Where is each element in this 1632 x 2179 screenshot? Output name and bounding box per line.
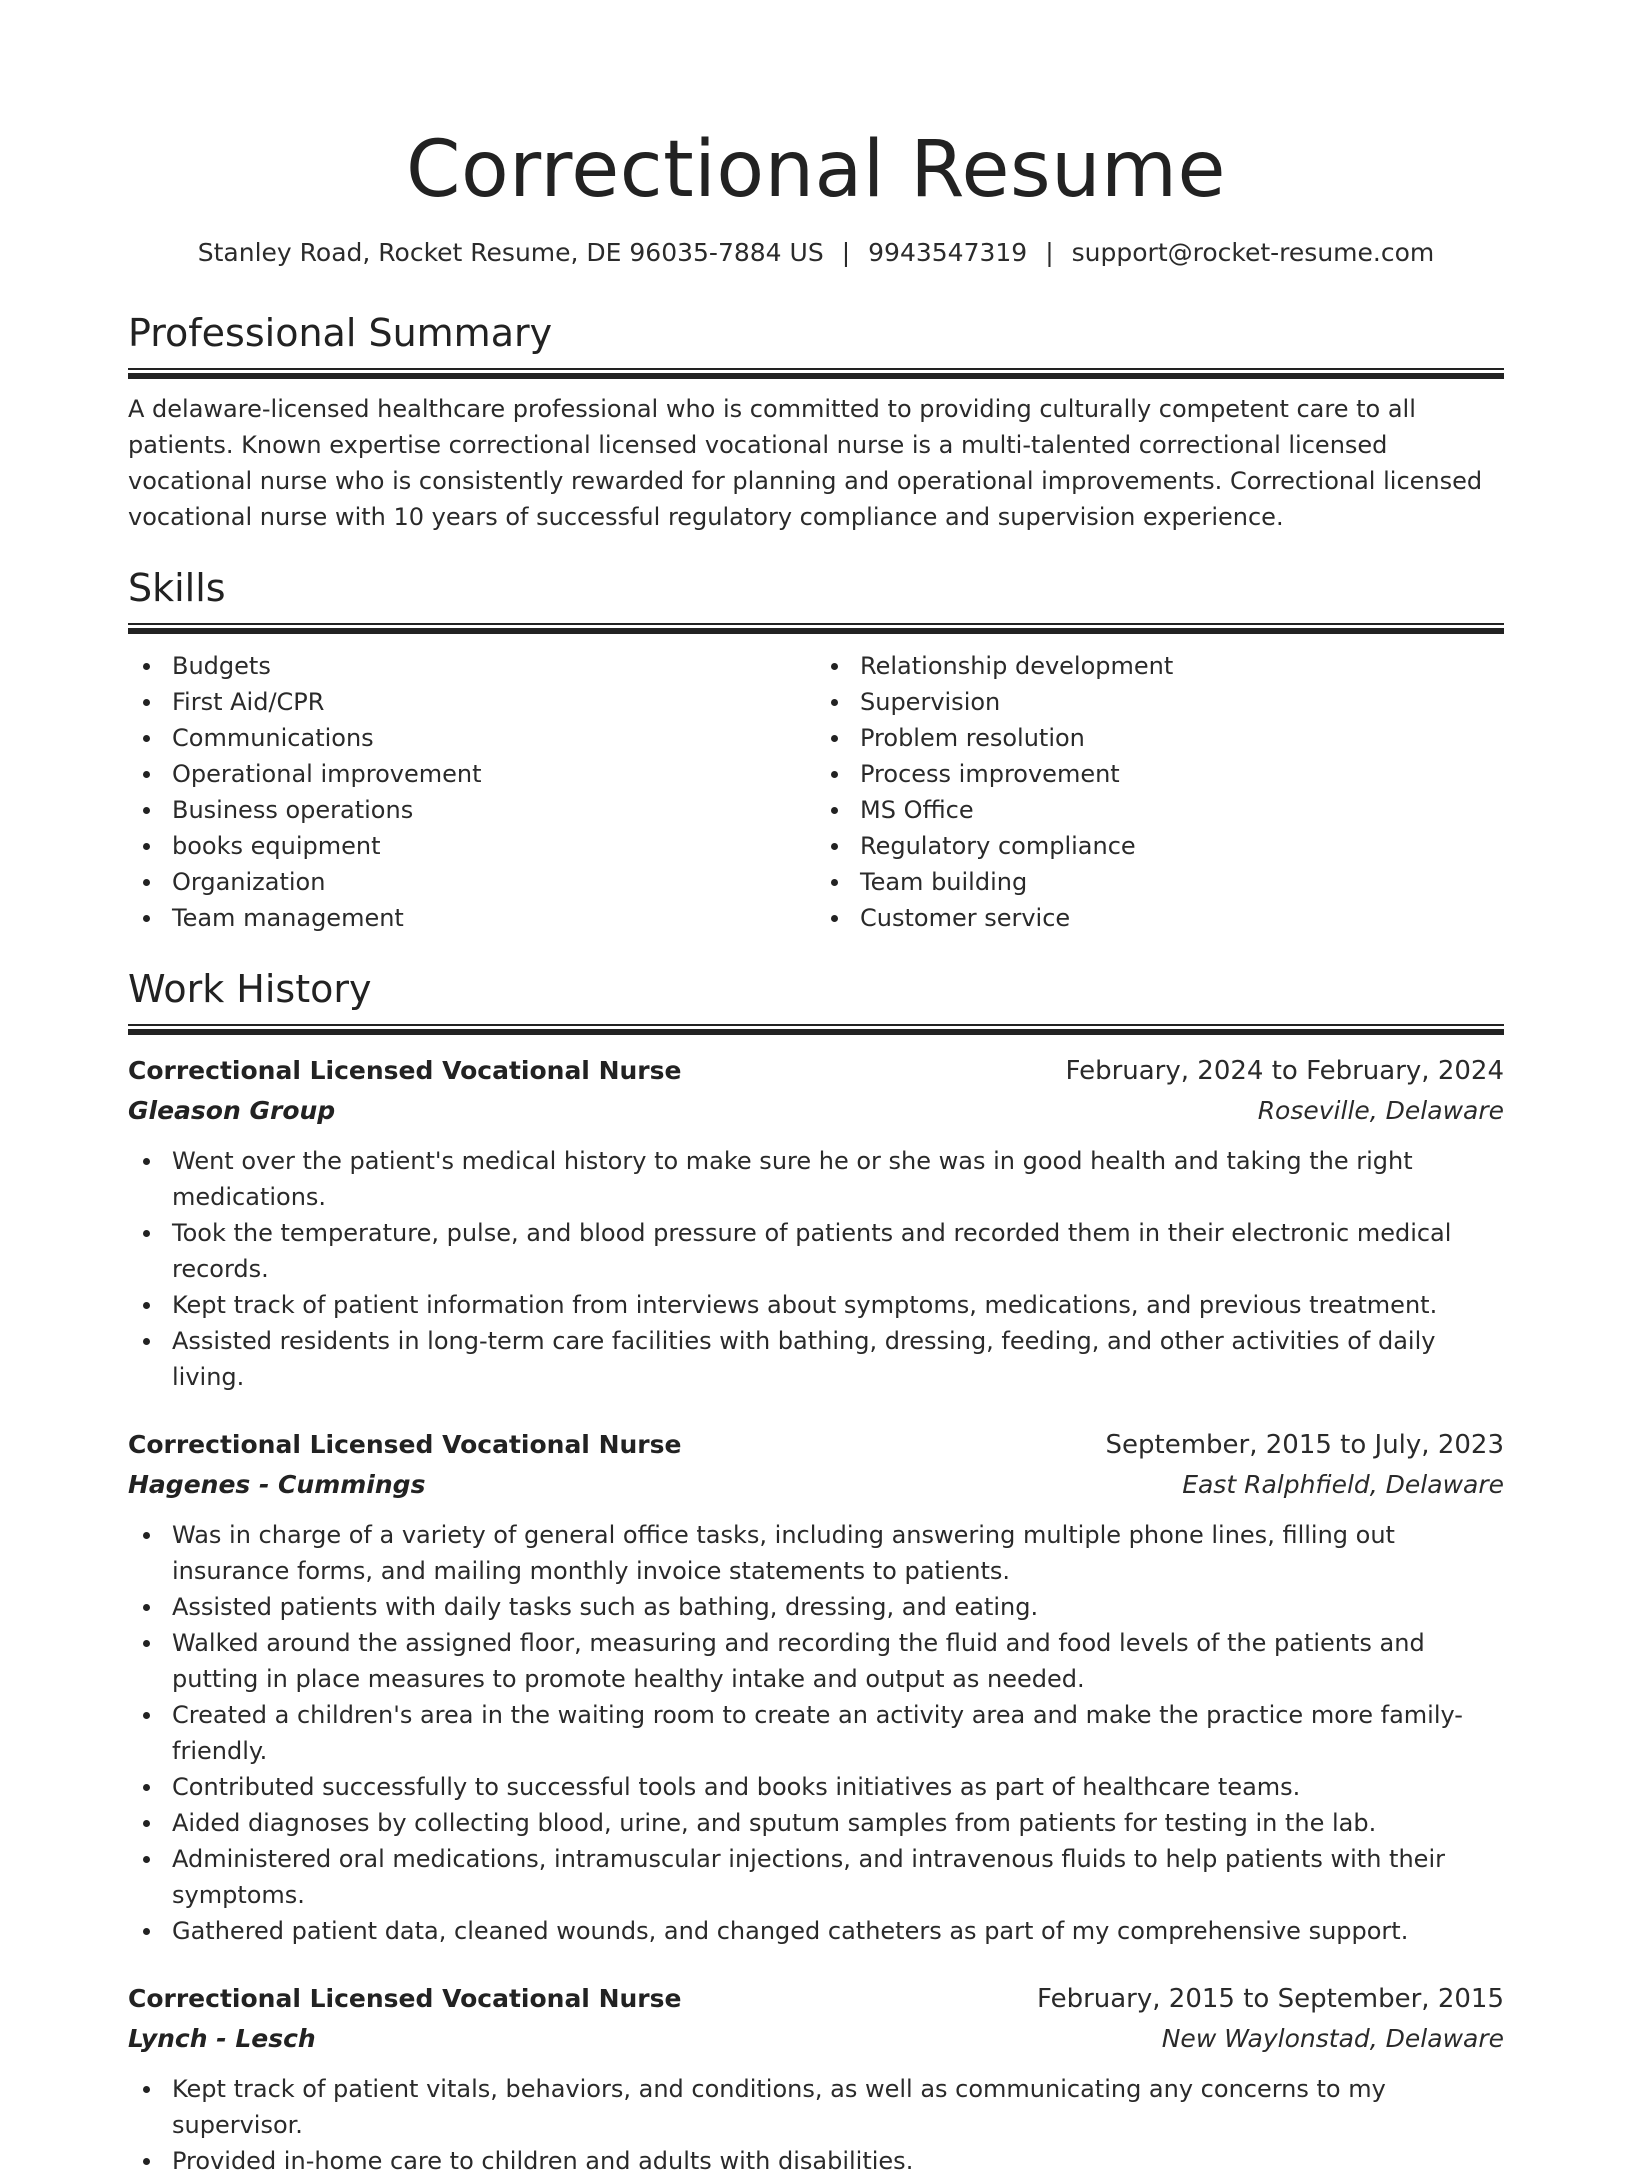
- job-title: Correctional Licensed Vocational Nurse: [128, 1430, 682, 1459]
- skill-item: Supervision: [816, 684, 1504, 720]
- job-bullet: Administered oral medications, intramuscular injections, and intravenous fluids to help patients with their symptoms.: [128, 1841, 1504, 1913]
- job-company-row: [128, 1091, 1504, 1131]
- skill-item: Customer service: [816, 900, 1504, 936]
- section-heading-work-history: Work History: [128, 967, 372, 1011]
- job-bullet: Gathered patient data, cleaned wounds, and changed catheters as part of my comprehensive support.: [128, 1913, 1504, 1949]
- skills-grid: [128, 648, 1504, 936]
- contact-separator: |: [841, 238, 851, 267]
- skill-item: Problem resolution: [816, 720, 1504, 756]
- skill-item: Team building: [816, 864, 1504, 900]
- job-bullet-list: [128, 1143, 1504, 1395]
- job-bullet: Provided in-home care to children and adults with disabilities.: [128, 2143, 1504, 2179]
- job-bullet: Kept track of patient information from interviews about symptoms, medications, and previous treatment.: [128, 1287, 1504, 1323]
- job-bullet: Was in charge of a variety of general office tasks, including answering multiple phone lines, filling out insurance forms, and mailing monthly invoice statements to patients.: [128, 1517, 1504, 1589]
- job-dates: February, 2015 to September, 2015: [1037, 1984, 1504, 2014]
- job-entry: [128, 1425, 1504, 1949]
- skill-item: Budgets: [128, 648, 816, 684]
- job-bullet: Assisted residents in long-term care facilities with bathing, dressing, feeding, and other activities of daily living.: [128, 1323, 1504, 1395]
- skill-item: books equipment: [128, 828, 816, 864]
- contact-phone: 9943547319: [868, 238, 1028, 267]
- skill-item: Relationship development: [816, 648, 1504, 684]
- job-company: Lynch - Lesch: [128, 2024, 316, 2053]
- section-divider: [128, 1024, 1504, 1035]
- professional-summary-section: [128, 308, 1504, 535]
- contact-separator: |: [1045, 238, 1054, 267]
- section-heading-skills: Skills: [128, 566, 226, 610]
- skill-item: First Aid/CPR: [128, 684, 816, 720]
- job-location: East Ralphfield, Delaware: [1182, 1470, 1504, 1499]
- skills-section: [128, 563, 1504, 936]
- job-bullet: Went over the patient's medical history to make sure he or she was in good health and taking the right medications.: [128, 1143, 1504, 1215]
- job-header-row: [128, 1051, 1504, 1091]
- section-divider: [128, 623, 1504, 634]
- job-company: Hagenes - Cummings: [128, 1470, 426, 1499]
- job-dates: September, 2015 to July, 2023: [1105, 1430, 1504, 1460]
- skill-item: MS Office: [816, 792, 1504, 828]
- job-bullet: Took the temperature, pulse, and blood pressure of patients and recorded them in their electronic medical records.: [128, 1215, 1504, 1287]
- summary-text: A delaware-licensed healthcare professional who is committed to providing culturally competent care to all patients. Known expertise correctional licensed vocational nurse is a multi-talented correctional licensed vocational nurse who is consistently rewarded for planning and operational improvements. Correctional licensed vocational nurse with 10 years of successful regulatory compliance and supervision experience.: [128, 395, 1483, 531]
- job-bullet: Assisted patients with daily tasks such as bathing, dressing, and eating.: [128, 1589, 1504, 1625]
- skill-item: Process improvement: [816, 756, 1504, 792]
- job-bullet: Kept track of patient vitals, behaviors, and conditions, as well as communicating any concerns to my supervisor.: [128, 2071, 1504, 2143]
- job-title: Correctional Licensed Vocational Nurse: [128, 1984, 682, 2013]
- skill-item: Team management: [128, 900, 816, 936]
- skills-column-left: [128, 648, 816, 936]
- skill-item: Business operations: [128, 792, 816, 828]
- skill-item: Regulatory compliance: [816, 828, 1504, 864]
- job-bullet: Walked around the assigned floor, measuring and recording the fluid and food levels of the patients and putting in place measures to promote healthy intake and output as needed.: [128, 1625, 1504, 1697]
- job-company-row: [128, 1465, 1504, 1505]
- job-bullet: Aided diagnoses by collecting blood, urine, and sputum samples from patients for testing in the lab.: [128, 1805, 1504, 1841]
- work-history-section: [128, 964, 1504, 2179]
- job-bullet-list: [128, 2071, 1504, 2179]
- job-header-row: [128, 1425, 1504, 1465]
- job-list: [128, 1051, 1504, 2179]
- resume-title: Correctional Resume: [405, 125, 1226, 215]
- job-header-row: [128, 1979, 1504, 2019]
- job-location: Roseville, Delaware: [1257, 1096, 1504, 1125]
- job-company: Gleason Group: [128, 1096, 336, 1125]
- contact-address: Stanley Road, Rocket Resume, DE 96035-7884 US: [197, 238, 824, 267]
- section-divider: [128, 368, 1504, 379]
- job-location: New Waylonstad, Delaware: [1161, 2024, 1504, 2053]
- contact-email[interactable]: support@rocket-resume.com: [1071, 238, 1435, 267]
- job-bullet: Created a children's area in the waiting room to create an activity area and make the practice more family-friendly.: [128, 1697, 1504, 1769]
- job-company-row: [128, 2019, 1504, 2059]
- job-title: Correctional Licensed Vocational Nurse: [128, 1056, 682, 1085]
- skills-column-right: [816, 648, 1504, 936]
- job-dates: February, 2024 to February, 2024: [1065, 1056, 1504, 1086]
- skill-item: Operational improvement: [128, 756, 816, 792]
- skill-item: Organization: [128, 864, 816, 900]
- job-entry: [128, 1051, 1504, 1395]
- job-entry: [128, 1979, 1504, 2179]
- job-bullet-list: [128, 1517, 1504, 1949]
- skill-item: Communications: [128, 720, 816, 756]
- job-bullet: Contributed successfully to successful tools and books initiatives as part of healthcare teams.: [128, 1769, 1504, 1805]
- section-heading-summary: Professional Summary: [128, 311, 553, 355]
- contact-line: [128, 236, 1504, 270]
